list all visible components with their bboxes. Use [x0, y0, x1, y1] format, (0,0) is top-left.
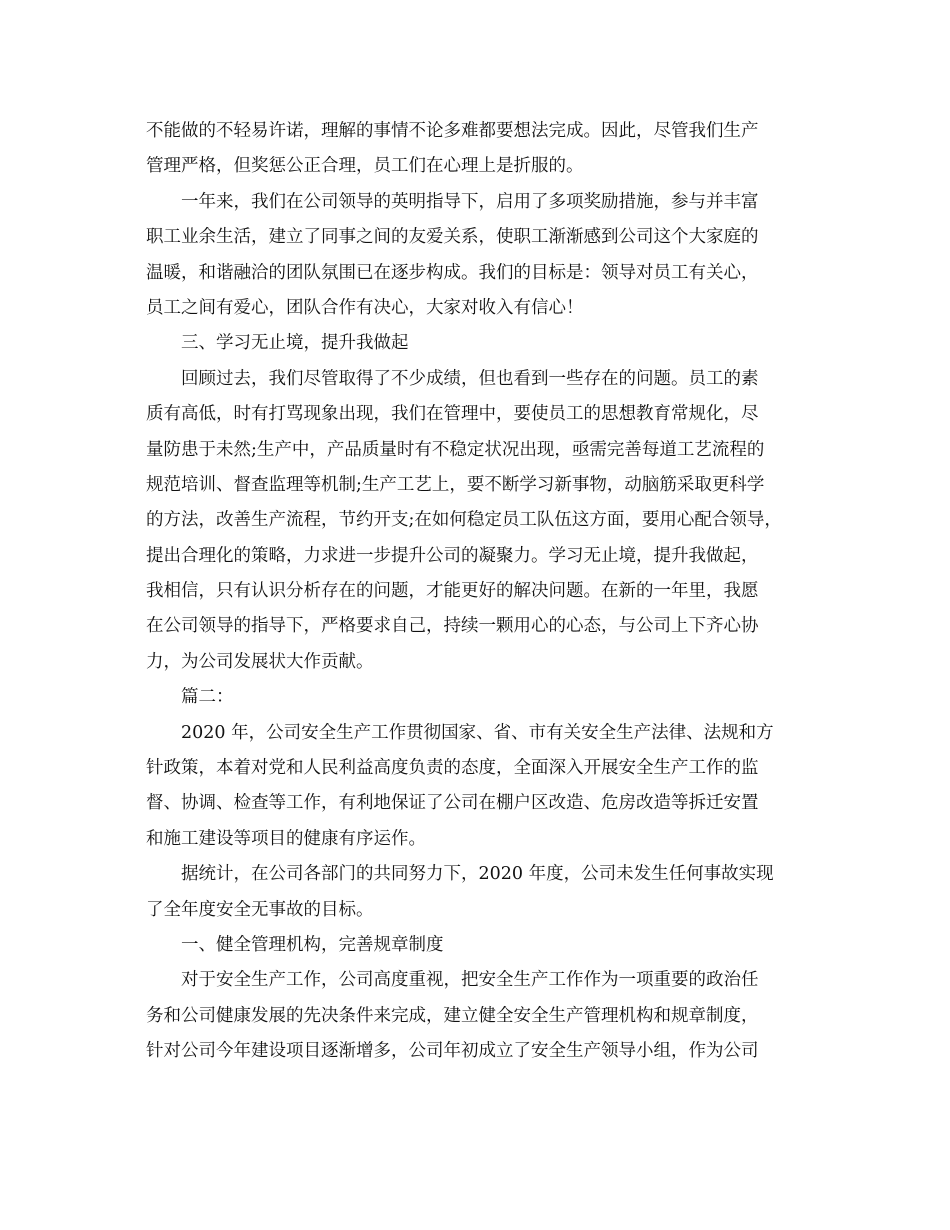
text-line: 的方法，改善生产流程，节约开支;在如何稳定员工队伍这方面，要用心配合领导，: [146, 510, 782, 531]
text-line: 对于安全生产工作，公司高度重视，把安全生产工作作为一项重要的政治任: [181, 970, 759, 991]
text-line: 一年来，我们在公司领导的英明指导下，启用了多项奖励措施，参与并丰富: [181, 191, 759, 212]
text-line: 不能做的不轻易许诺，理解的事情不论多难都要想法完成。因此，尽管我们生产: [146, 121, 759, 141]
text-line: 温暖，和谐融洽的团队氛围已在逐步构成。我们的目标是：领导对员工有关心，: [146, 262, 759, 283]
text-line: 务和公司健康发展的先决条件来完成，建立健全安全生产管理机构和规章制度，: [146, 1005, 759, 1026]
text-line: 督、协调、检查等工作，有利地保证了公司在棚户区改造、危房改造等拆迁安置: [146, 793, 759, 814]
text-line: 和施工建设等项目的健康有序运作。: [146, 828, 426, 849]
text-line: 管理严格，但奖惩公正合理，员工们在心理上是折服的。: [146, 156, 584, 177]
text-line: 了全年度安全无事故的目标。: [146, 899, 374, 920]
text-line: 据统计，在公司各部门的共同努力下，2020 年度，公司未发生任何事故实现: [181, 864, 774, 885]
text-line: 一、健全管理机构，完善规章制度: [181, 934, 444, 955]
text-line: 员工之间有爱心，团队合作有决心，大家对收入有信心！: [146, 297, 584, 318]
text-line: 职工业余生活，建立了同事之间的友爱关系，使职工渐渐感到公司这个大家庭的: [146, 227, 759, 248]
document-body: [146, 114, 836, 1070]
text-line: 三、学习无止境，提升我做起: [181, 333, 409, 354]
text-line: 2020 年，公司安全生产工作贯彻国家、省、市有关安全生产法律、法规和方: [181, 722, 774, 743]
text-line: 篇二：: [181, 687, 234, 708]
text-line: 在公司领导的指导下，严格要求自己，持续一颗用心的心态，与公司上下齐心协: [146, 616, 759, 637]
text-line: 针对公司今年建设项目逐渐增多，公司年初成立了安全生产领导小组，作为公司: [146, 1041, 759, 1062]
text-line: 回顾过去，我们尽管取得了不少成绩，但也看到一些存在的问题。员工的素: [181, 368, 759, 389]
text-line: 质有高低，时有打骂现象出现，我们在管理中，要使员工的思想教育常规化，尽: [146, 404, 759, 425]
text-line: 我相信，只有认识分析存在的问题，才能更好的解决问题。在新的一年里，我愿: [146, 581, 759, 602]
text-line: 力，为公司发展状大作贡献。: [146, 651, 374, 672]
text-line: 针政策，本着对党和人民利益高度负责的态度，全面深入开展安全生产工作的监: [146, 758, 759, 779]
text-line: 量防患于未然;生产中，产品质量时有不稳定状况出现，亟需完善每道工艺流程的: [146, 439, 765, 460]
text-line: 规范培训、督查监理等机制;生产工艺上，要不断学习新事物，动脑筋采取更科学: [146, 474, 765, 495]
text-line: 提出合理化的策略，力求进一步提升公司的凝聚力。学习无止境，提升我做起，: [146, 545, 759, 566]
